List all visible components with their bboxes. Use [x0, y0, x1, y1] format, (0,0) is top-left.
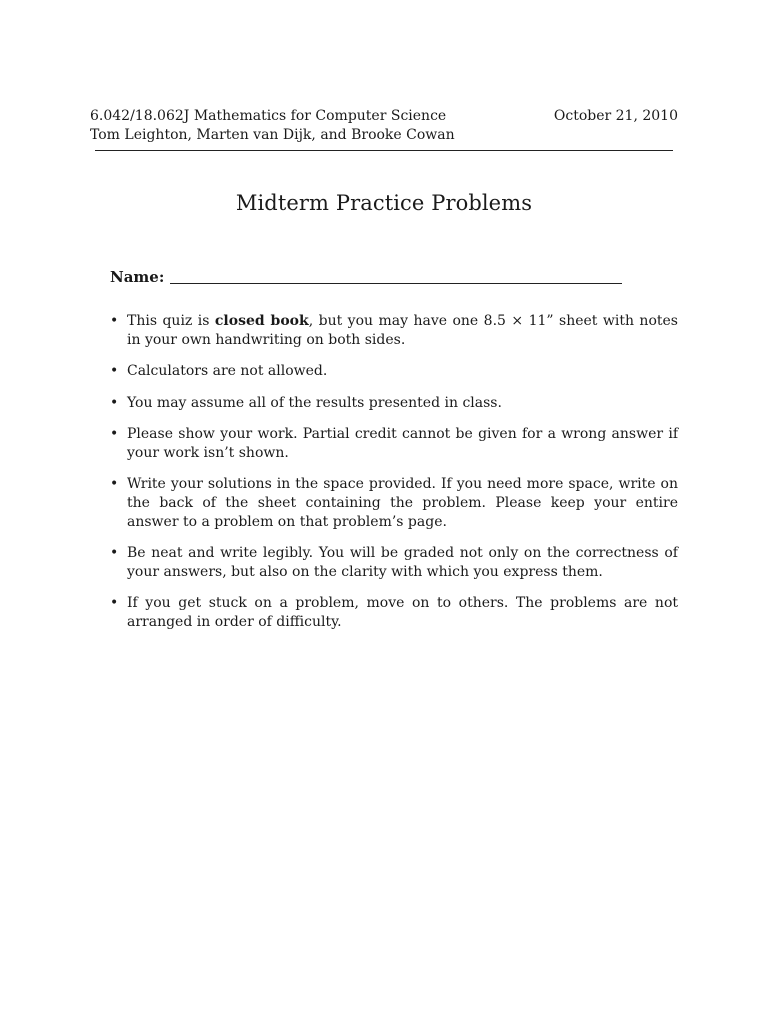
- instruction-text: Please show your work. Partial credit cannot be given for a wrong answer if your work isn’t shown.: [127, 426, 678, 461]
- instructions-list: [108, 312, 678, 632]
- instruction-text-pre: This quiz is: [127, 313, 215, 329]
- name-blank-line: [170, 283, 622, 284]
- document-header: [90, 107, 678, 145]
- instruction-text-bold: closed book: [214, 313, 309, 329]
- name-label: Name:: [110, 268, 165, 286]
- name-field-row: [110, 268, 622, 286]
- bullet-icon: •: [110, 313, 119, 329]
- page-title: Midterm Practice Problems: [235, 191, 533, 215]
- instruction-item: [108, 362, 678, 381]
- bullet-icon: •: [110, 363, 119, 379]
- bullet-icon: •: [110, 426, 119, 442]
- instruction-item: [108, 394, 678, 413]
- instruction-text: Calculators are not allowed.: [127, 363, 328, 379]
- author-list: Tom Leighton, Marten van Dijk, and Brooke Cowan: [90, 127, 455, 143]
- instruction-text: If you get stuck on a problem, move on to others. The problems are not arranged in order of difficulty.: [127, 595, 678, 630]
- bullet-icon: •: [110, 595, 119, 611]
- header-divider: [95, 150, 673, 151]
- bullet-icon: •: [110, 395, 119, 411]
- instruction-text: Write your solutions in the space provided. If you need more space, write on the back of the sheet containing the problem. Please keep your entire answer to a problem on that problem’s page.: [127, 476, 678, 530]
- header-row-bottom: [90, 126, 678, 145]
- document-date: October 21, 2010: [553, 108, 678, 124]
- course-title: 6.042/18.062J Mathematics for Computer Science: [90, 108, 447, 124]
- bullet-icon: •: [110, 476, 119, 492]
- header-row-top: [90, 107, 678, 126]
- instruction-text: Be neat and write legibly. You will be graded not only on the correctness of your answers, but also on the clarity with which you express them.: [127, 545, 678, 580]
- instruction-item: [108, 312, 678, 350]
- bullet-icon: •: [110, 545, 119, 561]
- instruction-text: You may assume all of the results presented in class.: [127, 395, 502, 411]
- instruction-text-post: , but you may have one 8.5 × 11” sheet with notes in your own handwriting on both sides.: [127, 313, 678, 348]
- instruction-item: [108, 594, 678, 632]
- instruction-item: [108, 425, 678, 463]
- instruction-item: [108, 544, 678, 582]
- instruction-item: [108, 475, 678, 532]
